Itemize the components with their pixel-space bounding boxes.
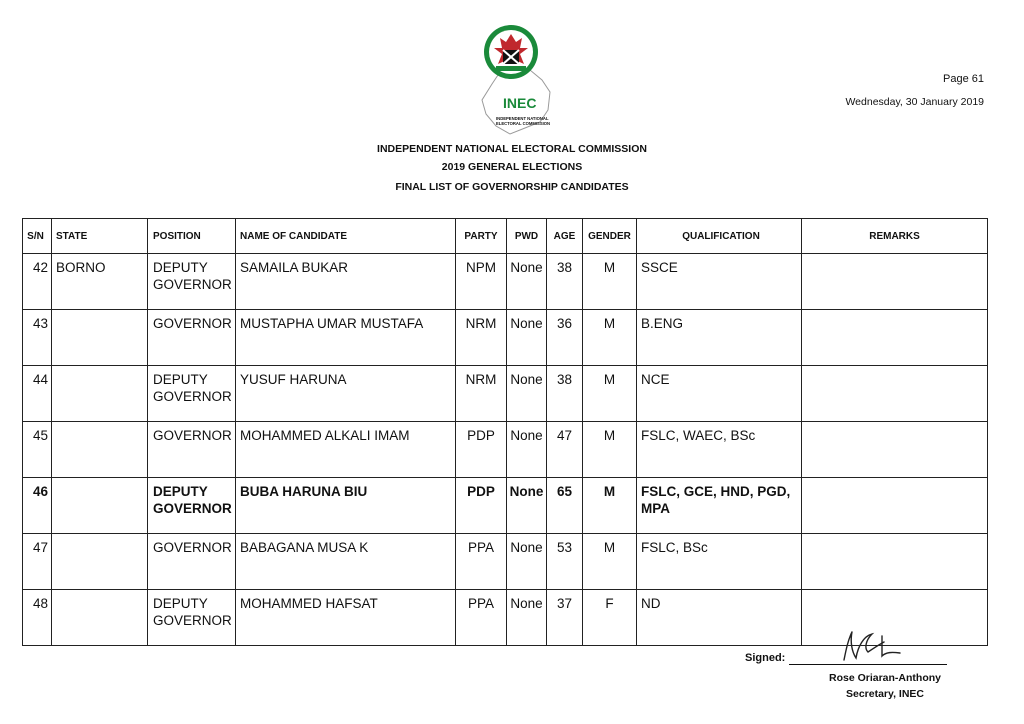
cell-name: MUSTAPHA UMAR MUSTAFA: [236, 310, 456, 366]
cell-remarks: [802, 534, 988, 590]
cell-pwd: None: [507, 254, 547, 310]
cell-age: 37: [547, 590, 583, 646]
cell-qualification: FSLC, BSc: [637, 534, 802, 590]
signer-name: Rose Oriaran-Anthony: [828, 672, 941, 684]
cell-name: YUSUF HARUNA: [236, 366, 456, 422]
cell-name: BUBA HARUNA BIU: [236, 478, 456, 534]
cell-gender: M: [583, 254, 637, 310]
cell-name: BABAGANA MUSA K: [236, 534, 456, 590]
cell-party: NRM: [456, 310, 507, 366]
logo-text: INEC: [503, 95, 537, 111]
candidates-table: [22, 218, 988, 646]
cell-sn: 45: [23, 422, 52, 478]
col-remarks: REMARKS: [802, 219, 988, 254]
cell-qualification: FSLC, WAEC, BSc: [637, 422, 802, 478]
cell-state: [52, 422, 148, 478]
col-gender: GENDER: [583, 219, 637, 254]
cell-remarks: [802, 478, 988, 534]
cell-state: [52, 534, 148, 590]
cell-position: GOVERNOR: [148, 310, 236, 366]
cell-name: SAMAILA BUKAR: [236, 254, 456, 310]
table-row: [23, 422, 988, 478]
cell-remarks: [802, 422, 988, 478]
heading-elections: 2019 GENERAL ELECTIONS: [441, 161, 583, 173]
col-party: PARTY: [456, 219, 507, 254]
cell-gender: F: [583, 590, 637, 646]
cell-party: NPM: [456, 254, 507, 310]
cell-qualification: NCE: [637, 366, 802, 422]
cell-state: BORNO: [52, 254, 148, 310]
heading-commission: INDEPENDENT NATIONAL ELECTORAL COMMISSION: [377, 143, 647, 155]
signed-label: Signed:: [745, 652, 786, 664]
handwritten-signature: [838, 626, 904, 666]
col-name: NAME OF CANDIDATE: [236, 219, 456, 254]
cell-sn: 42: [23, 254, 52, 310]
heading-list-title: FINAL LIST OF GOVERNORSHIP CANDIDATES: [395, 181, 629, 193]
col-position: POSITION: [148, 219, 236, 254]
cell-party: NRM: [456, 366, 507, 422]
cell-remarks: [802, 254, 988, 310]
page-date: Wednesday, 30 January 2019: [845, 96, 984, 108]
cell-state: [52, 366, 148, 422]
cell-age: 65: [547, 478, 583, 534]
table-row-highlighted: [23, 478, 988, 534]
cell-position: DEPUTY GOVERNOR: [148, 590, 236, 646]
cell-age: 38: [547, 366, 583, 422]
col-sn: S/N: [23, 219, 52, 254]
cell-age: 53: [547, 534, 583, 590]
cell-gender: M: [583, 534, 637, 590]
cell-party: PDP: [456, 422, 507, 478]
cell-gender: M: [583, 310, 637, 366]
table-row: [23, 310, 988, 366]
cell-sn: 43: [23, 310, 52, 366]
cell-pwd: None: [507, 534, 547, 590]
cell-sn: 46: [23, 478, 52, 534]
cell-position: DEPUTY GOVERNOR: [148, 366, 236, 422]
cell-party: PPA: [456, 590, 507, 646]
cell-pwd: None: [507, 310, 547, 366]
table-header-row: [23, 219, 988, 254]
table-row: [23, 534, 988, 590]
cell-qualification: ND: [637, 590, 802, 646]
cell-party: PDP: [456, 478, 507, 534]
cell-name: MOHAMMED ALKALI IMAM: [236, 422, 456, 478]
cell-position: DEPUTY GOVERNOR: [148, 254, 236, 310]
cell-state: [52, 590, 148, 646]
cell-remarks: [802, 366, 988, 422]
cell-age: 38: [547, 254, 583, 310]
cell-qualification: SSCE: [637, 254, 802, 310]
cell-party: PPA: [456, 534, 507, 590]
cell-age: 36: [547, 310, 583, 366]
cell-state: [52, 478, 148, 534]
cell-qualification: FSLC, GCE, HND, PGD, MPA: [637, 478, 802, 534]
cell-sn: 47: [23, 534, 52, 590]
table-row: [23, 254, 988, 310]
cell-gender: M: [583, 366, 637, 422]
col-qualification: QUALIFICATION: [637, 219, 802, 254]
cell-gender: M: [583, 478, 637, 534]
cell-age: 47: [547, 422, 583, 478]
cell-pwd: None: [507, 422, 547, 478]
page-number: Page 61: [943, 73, 984, 85]
table-row: [23, 366, 988, 422]
signer-title: Secretary, INEC: [845, 688, 924, 700]
cell-remarks: [802, 310, 988, 366]
inec-logo: [470, 22, 560, 142]
cell-position: GOVERNOR: [148, 534, 236, 590]
cell-gender: M: [583, 422, 637, 478]
cell-position: DEPUTY GOVERNOR: [148, 478, 236, 534]
cell-state: [52, 310, 148, 366]
col-state: STATE: [52, 219, 148, 254]
cell-sn: 44: [23, 366, 52, 422]
cell-qualification: B.ENG: [637, 310, 802, 366]
cell-pwd: None: [507, 590, 547, 646]
cell-name: MOHAMMED HAFSAT: [236, 590, 456, 646]
col-pwd: PWD: [507, 219, 547, 254]
logo-subtext-2: ELECTORAL COMMISSION: [496, 121, 551, 126]
cell-pwd: None: [507, 478, 547, 534]
cell-pwd: None: [507, 366, 547, 422]
col-age: AGE: [547, 219, 583, 254]
cell-position: GOVERNOR: [148, 422, 236, 478]
cell-sn: 48: [23, 590, 52, 646]
logo-subtext-1: INDEPENDENT NATIONAL: [496, 116, 549, 121]
